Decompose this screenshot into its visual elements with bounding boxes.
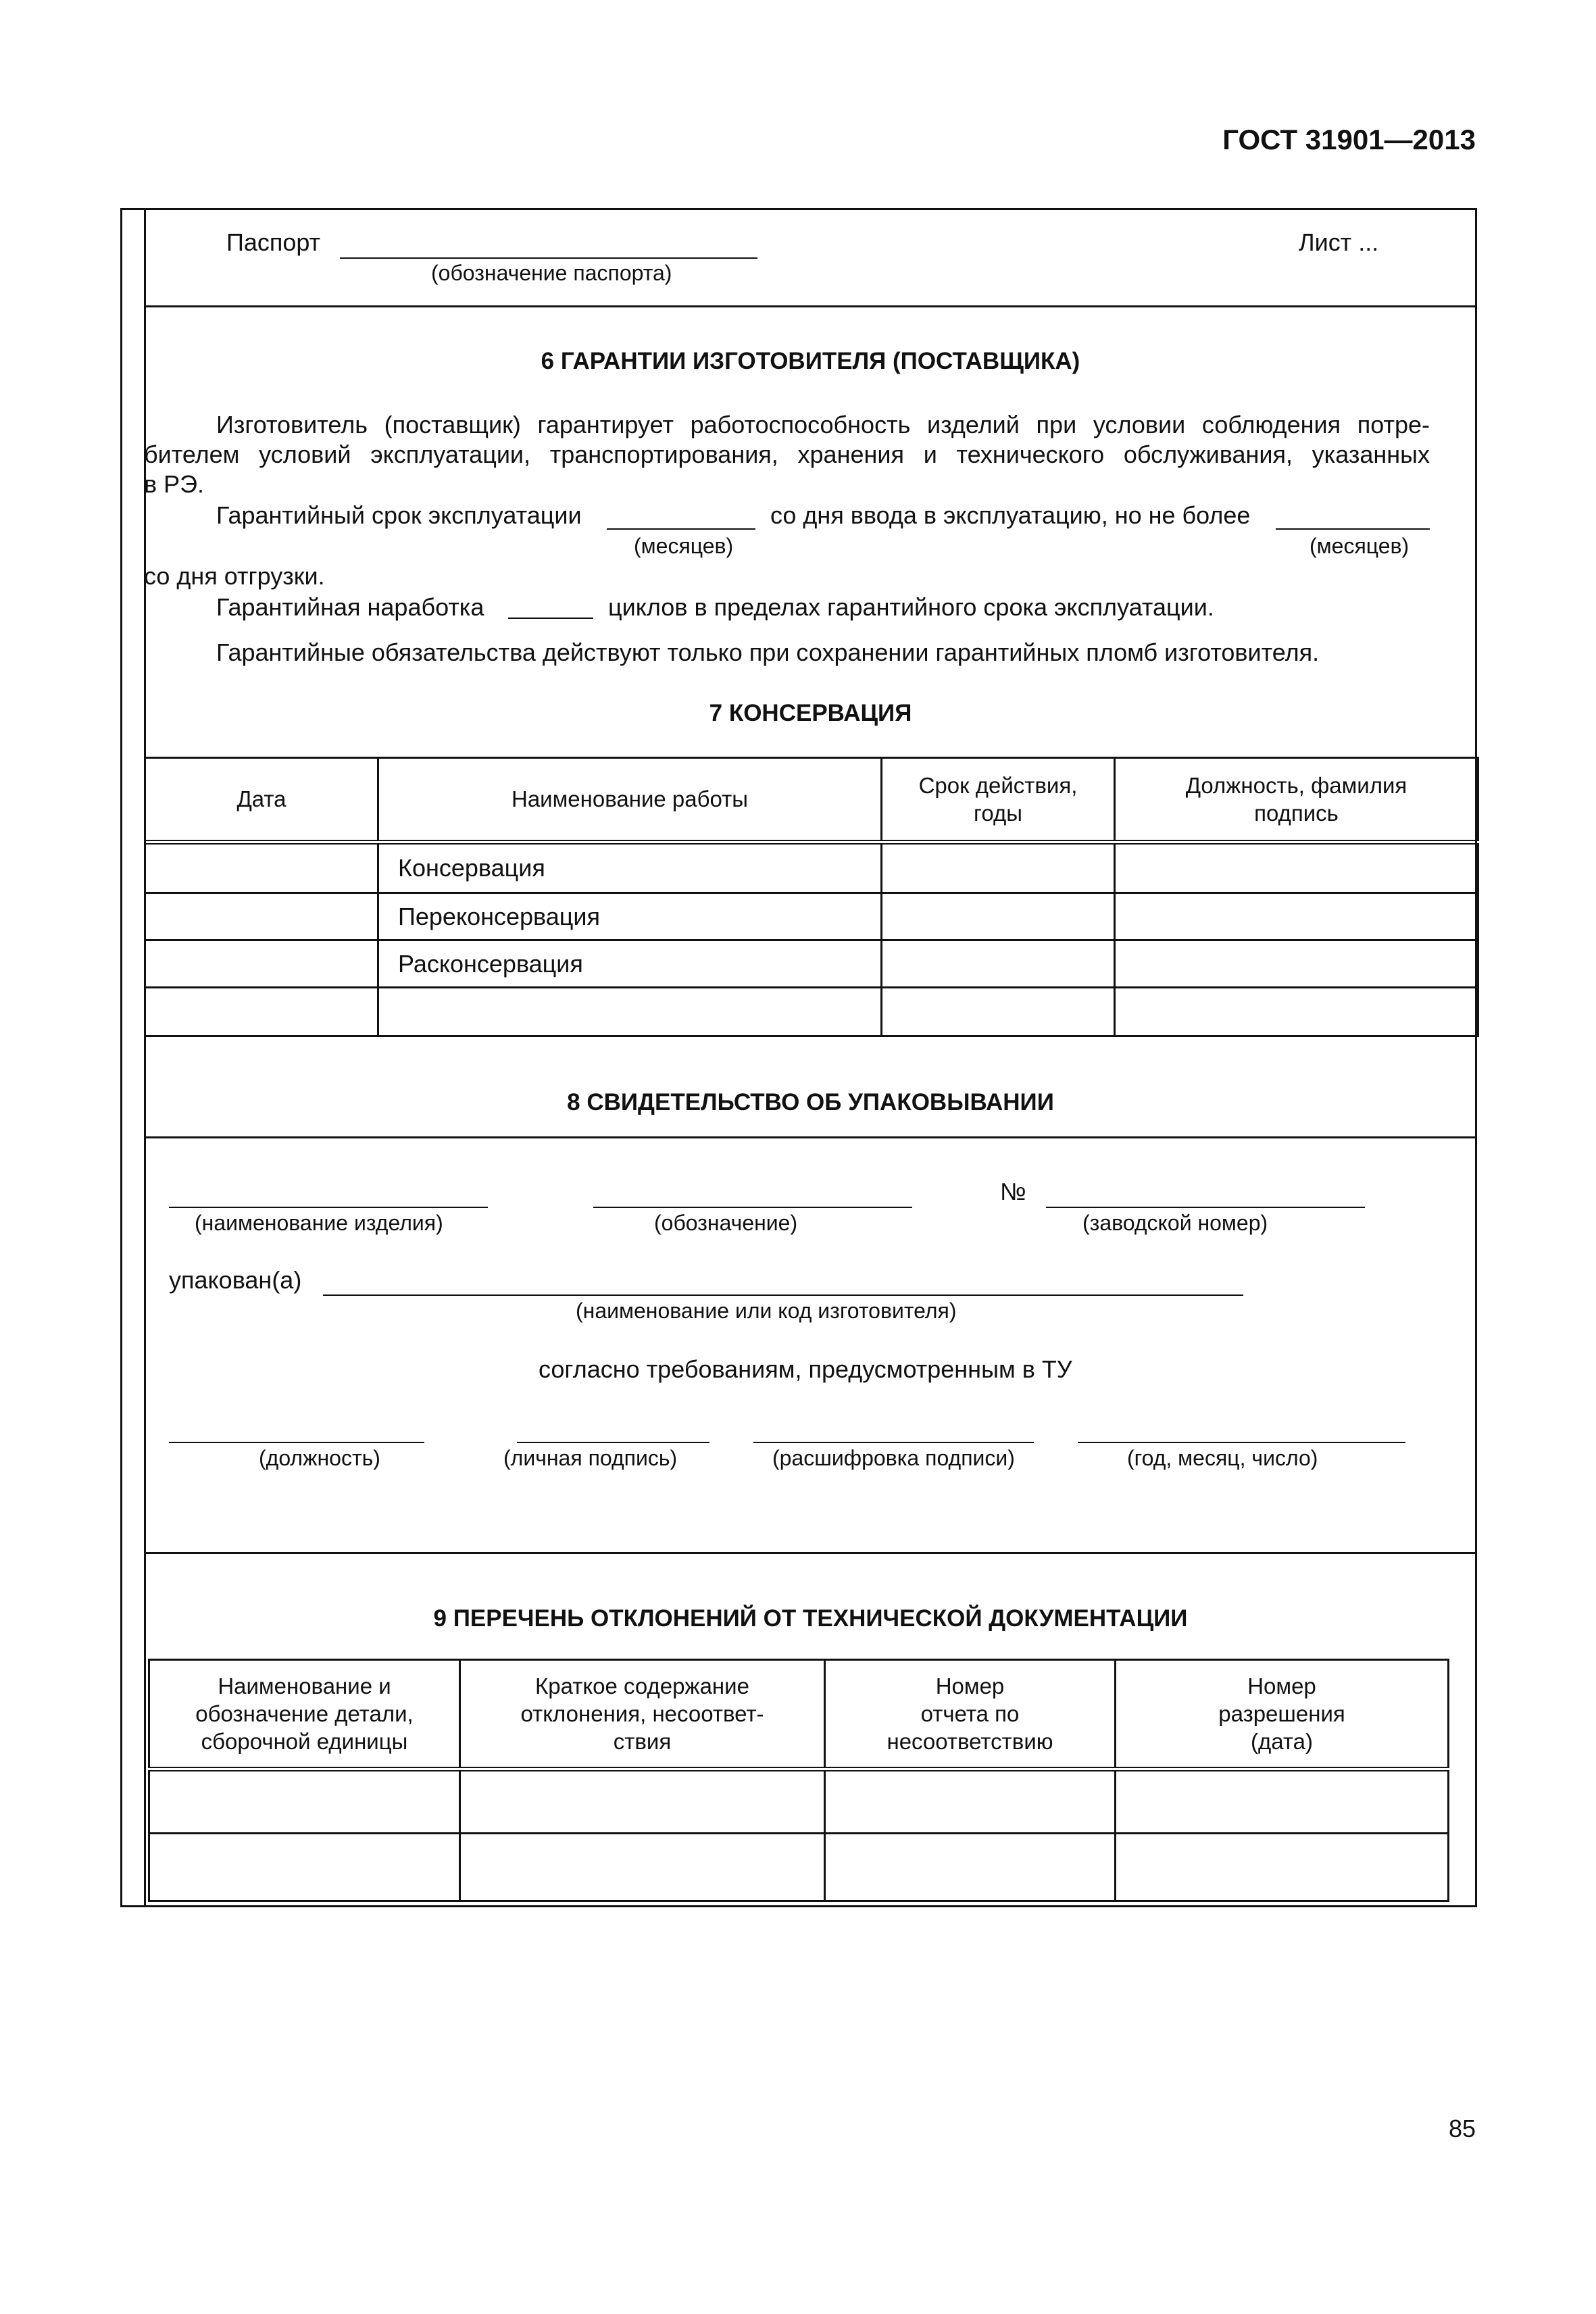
- column-header-position-signature: Должность, фамилия подпись: [1115, 758, 1478, 842]
- requirements-text: согласно требованиям, предусмотренным в ТУ: [539, 1355, 1072, 1383]
- section-6-paragraph-1-line-2: бителем условий эксплуатации, транспортирования, хранения и технического обслуживания, указанных: [144, 441, 1430, 468]
- warranty-period-mid-text: со дня ввода в эксплуатацию, но не более: [770, 501, 1251, 529]
- months-caption-2: (месяцев): [1310, 534, 1410, 558]
- column-header-validity: Срок действия, годы: [882, 758, 1115, 842]
- warranty-period-end-text: со дня отгрузки.: [144, 562, 325, 590]
- warranty-cycles-label: Гарантийная наработка: [216, 593, 484, 621]
- manufacturer-line: [323, 1294, 1243, 1296]
- table-cell: [825, 1834, 1116, 1901]
- sheet-label: Лист ...: [1299, 228, 1379, 256]
- table-row: [145, 842, 1478, 893]
- table-cell: [149, 1769, 460, 1834]
- deviations-header-row: [149, 1660, 1449, 1769]
- column-header-deviation-summary: Краткое содержание отклонения, несоответ- ствия: [460, 1660, 825, 1769]
- table-cell: [1115, 940, 1478, 988]
- section-6-title: 6 ГАРАНТИИ ИЗГОТОВИТЕЛЯ (ПОСТАВЩИКА): [541, 348, 1080, 374]
- section-9-title: 9 ПЕРЕЧЕНЬ ОТКЛОНЕНИЙ ОТ ТЕХНИЧЕСКОЙ ДОКУМЕНТАЦИИ: [433, 1605, 1188, 1632]
- passport-box-bottom: [144, 305, 1477, 307]
- date-caption: (год, месяц, число): [1127, 1446, 1318, 1470]
- table-cell: [145, 988, 378, 1036]
- table-cell-work-name: Переконсервация: [378, 893, 882, 940]
- designation-caption: (обозначение): [654, 1211, 798, 1235]
- position-caption: (должность): [259, 1446, 380, 1470]
- passport-designation-line: [340, 257, 757, 259]
- frame-right: [1475, 208, 1477, 1907]
- column-header-work-name: Наименование работы: [378, 758, 882, 842]
- signature-decode-line: [753, 1442, 1034, 1443]
- page-number: 85: [1448, 2115, 1476, 2142]
- packed-label: упакован(а): [169, 1266, 302, 1294]
- frame-top: [120, 208, 1477, 210]
- warranty-obligations-text: Гарантийные обязательства действуют только при сохранении гарантийных пломб изготовителя.: [216, 638, 1320, 666]
- product-name-line: [169, 1207, 488, 1208]
- deviations-table: [148, 1659, 1449, 1902]
- table-cell: [825, 1769, 1116, 1834]
- column-header-report-number: Номер отчета по несоответствию: [825, 1660, 1116, 1769]
- column-header-permission-number: Номер разрешения (дата): [1116, 1660, 1449, 1769]
- table-cell: [1116, 1769, 1449, 1834]
- section-8-title: 8 СВИДЕТЕЛЬСТВО ОБ УПАКОВЫВАНИИ: [567, 1089, 1054, 1115]
- table-cell: [882, 940, 1115, 988]
- document-number: ГОСТ 31901—2013: [1222, 124, 1476, 155]
- table-cell: [149, 1834, 460, 1901]
- section-7-title: 7 КОНСЕРВАЦИЯ: [709, 700, 912, 726]
- passport-designation-caption: (обозначение паспорта): [431, 261, 672, 285]
- table-cell-work-name: Консервация: [378, 842, 882, 893]
- months-caption-1: (месяцев): [634, 534, 734, 558]
- table-cell: [145, 940, 378, 988]
- conservation-table: [144, 757, 1479, 1037]
- product-name-caption: (наименование изделия): [195, 1211, 443, 1235]
- table-cell: [460, 1769, 825, 1834]
- table-cell: [882, 893, 1115, 940]
- section-6-paragraph-1-line-3: в РЭ.: [144, 470, 205, 498]
- column-header-date: Дата: [145, 758, 378, 842]
- warranty-cycles-end-text: циклов в пределах гарантийного срока эксплуатации.: [608, 593, 1214, 621]
- table-row: [145, 940, 1478, 988]
- serial-number-line: [1046, 1207, 1365, 1208]
- table-row: [145, 988, 1478, 1036]
- table-row: [145, 893, 1478, 940]
- packing-box-bottom: [144, 1552, 1477, 1554]
- conservation-header-row: [145, 758, 1478, 842]
- table-cell-work-name: Расконсервация: [378, 940, 882, 988]
- table-cell: [1115, 893, 1478, 940]
- manufacturer-caption: (наименование или код изготовителя): [576, 1299, 957, 1323]
- table-cell: [145, 893, 378, 940]
- table-cell-work-name: [378, 988, 882, 1036]
- warranty-cycles-line: [508, 618, 593, 619]
- table-cell: [1115, 842, 1478, 893]
- table-cell: [145, 842, 378, 893]
- table-cell: [882, 988, 1115, 1036]
- table-cell: [882, 842, 1115, 893]
- table-cell: [460, 1834, 825, 1901]
- signature-line: [517, 1442, 709, 1443]
- signature-caption: (личная подпись): [503, 1446, 678, 1470]
- table-cell: [1115, 988, 1478, 1036]
- warranty-period-max-line: [1276, 528, 1430, 530]
- table-row: [149, 1834, 1449, 1901]
- position-line: [169, 1442, 424, 1443]
- passport-label: Паспорт: [226, 228, 321, 256]
- table-row: [149, 1769, 1449, 1834]
- packing-box-top: [144, 1136, 1477, 1138]
- date-line: [1078, 1442, 1405, 1443]
- frame-bottom: [120, 1905, 1477, 1907]
- table-cell: [1116, 1834, 1449, 1901]
- section-6-paragraph-1-line-1: Изготовитель (поставщик) гарантирует работоспособность изделий при условии соблюдения потре-: [216, 411, 1430, 438]
- signature-decode-caption: (расшифровка подписи): [772, 1446, 1015, 1470]
- designation-line: [593, 1207, 912, 1208]
- warranty-period-line: [607, 528, 755, 530]
- serial-number-caption: (заводской номер): [1082, 1211, 1268, 1235]
- number-sign: №: [1000, 1178, 1026, 1205]
- frame-left-outer: [120, 208, 122, 1907]
- column-header-part-name: Наименование и обозначение детали, сборочной единицы: [149, 1660, 460, 1769]
- warranty-period-label: Гарантийный срок эксплуатации: [216, 501, 582, 529]
